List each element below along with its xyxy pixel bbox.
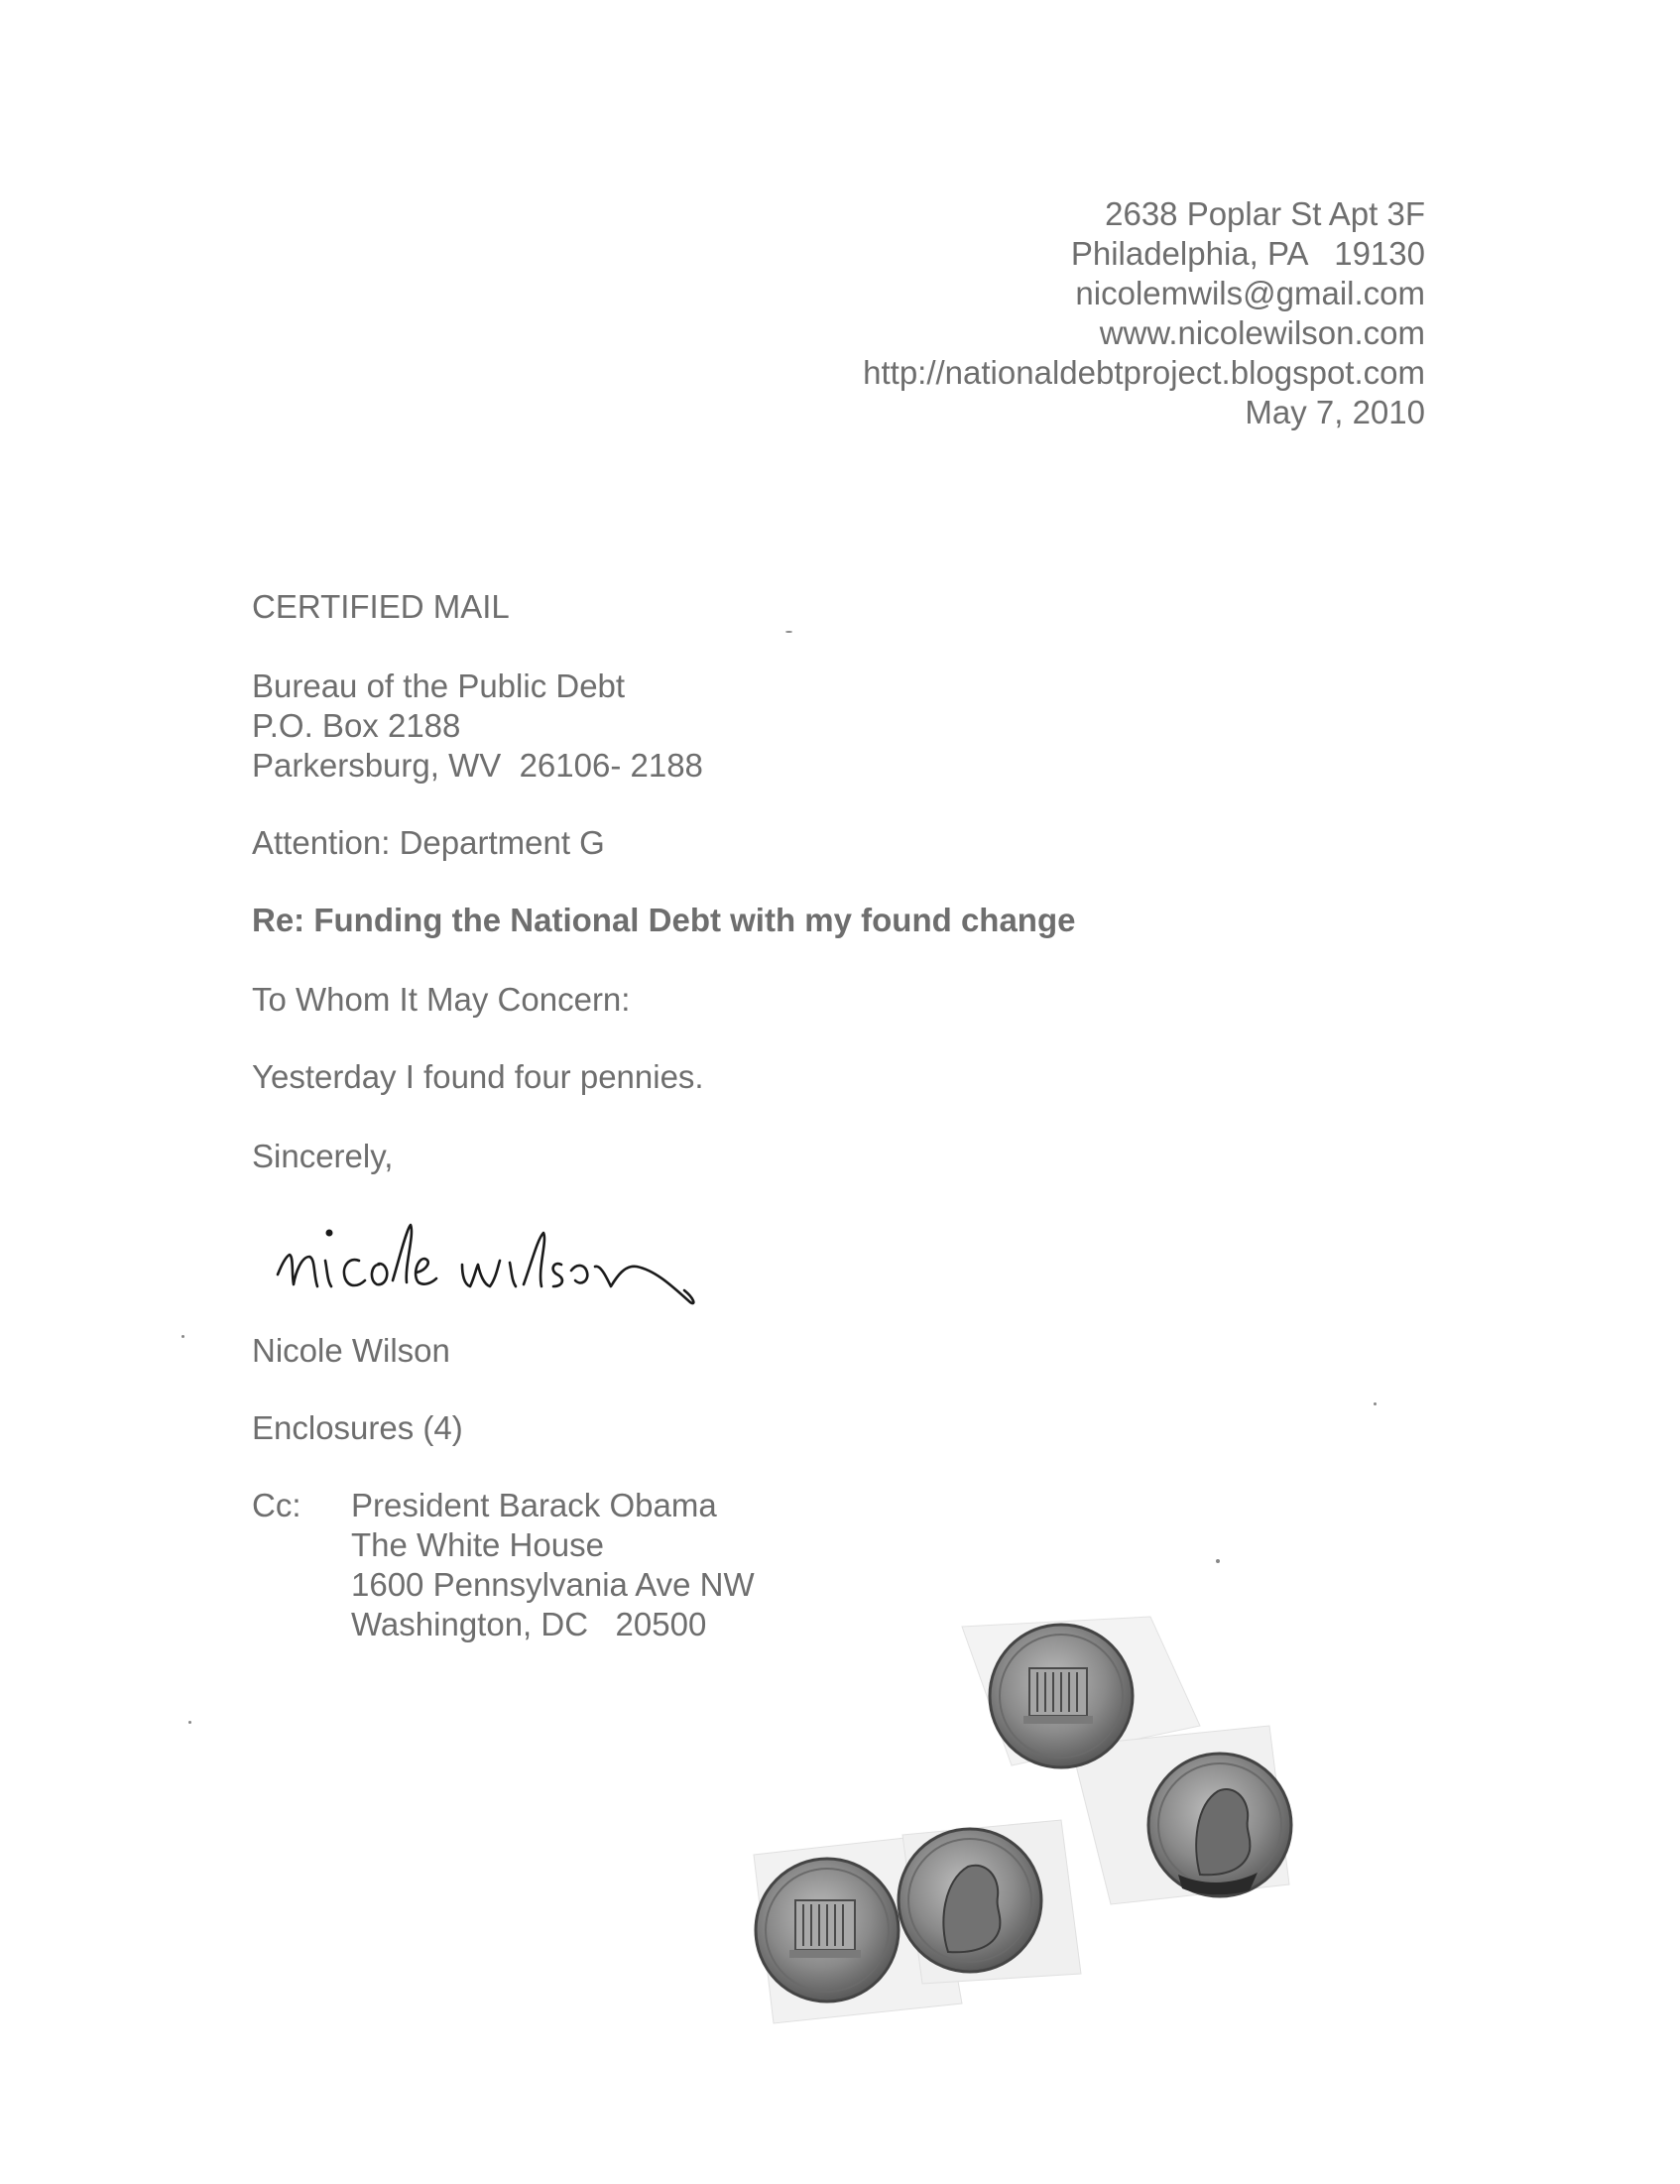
cc-line-org: The White House [351, 1526, 604, 1563]
attention-line: Attention: Department G [252, 824, 605, 861]
sender-website: www.nicolewilson.com [1099, 314, 1425, 351]
taped-pennies [734, 1607, 1349, 2043]
cc-recipient-block [351, 1486, 755, 1644]
recipient-city-line: Parkersburg, WV 26106- 2188 [252, 747, 703, 784]
signer-name: Nicole Wilson [252, 1332, 450, 1369]
penny-reverse-top [990, 1625, 1133, 1767]
salutation: To Whom It May Concern: [252, 981, 631, 1018]
letter-body: Yesterday I found four pennies. [252, 1058, 704, 1095]
subject-line: Re: Funding the National Debt with my found change [252, 902, 1076, 938]
sender-address-block [863, 194, 1425, 432]
closing: Sincerely, [252, 1138, 394, 1174]
penny-obverse-middle [899, 1829, 1041, 1972]
penny-reverse-bottom-left [756, 1859, 899, 2002]
scan-speck [1216, 1559, 1220, 1563]
cc-line-name: President Barack Obama [351, 1487, 717, 1523]
scan-speck [785, 631, 792, 633]
recipient-po-box: P.O. Box 2188 [252, 707, 461, 744]
cc-line-city: Washington, DC 20500 [351, 1606, 707, 1642]
recipient-address-block [252, 667, 703, 786]
recipient-name: Bureau of the Public Debt [252, 667, 626, 704]
penny-obverse-right [1148, 1754, 1291, 1896]
cc-line-street: 1600 Pennsylvania Ave NW [351, 1566, 755, 1603]
cc-label: Cc: [252, 1487, 301, 1523]
delivery-method: CERTIFIED MAIL [252, 588, 510, 625]
scan-speck [1374, 1402, 1377, 1405]
sender-street: 2638 Poplar St Apt 3F [1105, 195, 1425, 232]
sender-blog: http://nationaldebtproject.blogspot.com [863, 354, 1425, 391]
enclosures-note: Enclosures (4) [252, 1409, 463, 1446]
scan-speck [188, 1721, 191, 1724]
letter-date: May 7, 2010 [1245, 394, 1425, 430]
scan-speck [181, 1335, 184, 1338]
sender-email: nicolemwils@gmail.com [1075, 275, 1425, 311]
handwritten-signature [268, 1195, 843, 1344]
sender-city-line: Philadelphia, PA 19130 [1070, 235, 1425, 272]
